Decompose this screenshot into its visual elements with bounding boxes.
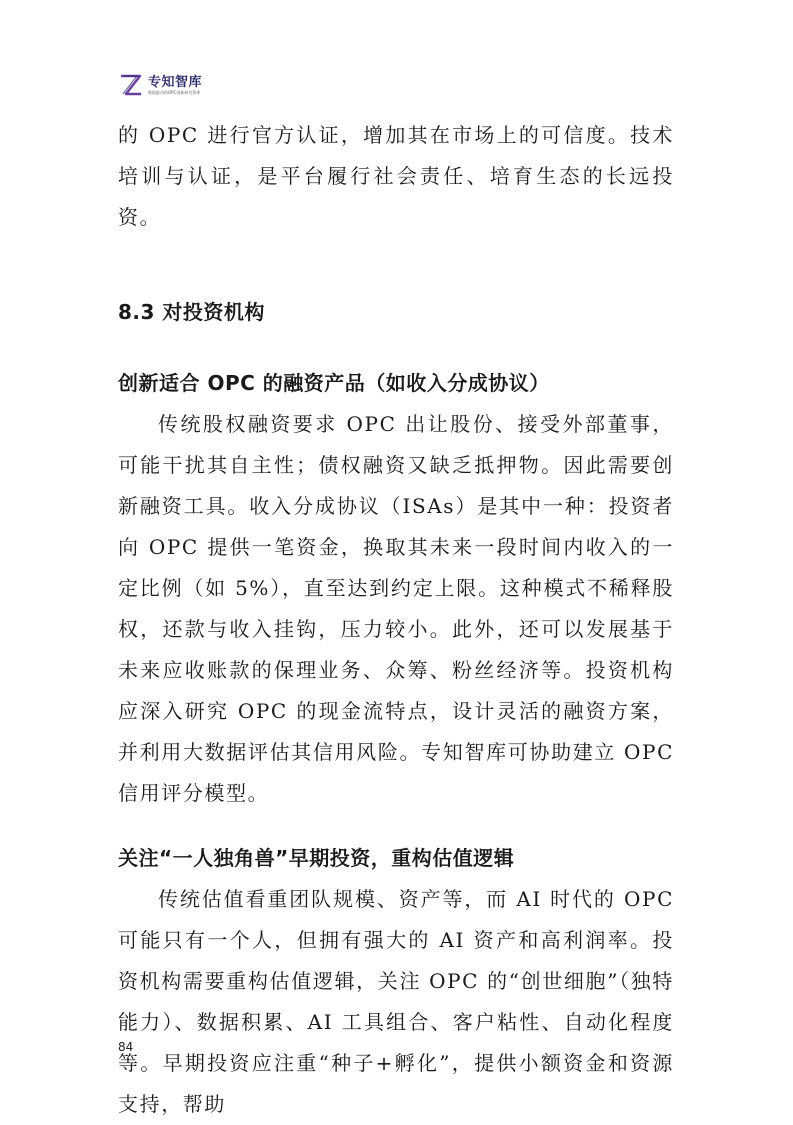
subsection-1-paragraph: 传统股权融资要求 OPC 出让股份、接受外部董事，可能干扰其自主性；债权融资又缺乏抵押物。因此需要创新融资工具。收入分成协议（ISAs）是其中一种：投资者向 OPC 提供一笔资金，换取其未来一段时间内收入的一定比例（如 5%），直至达到约定上限。这种模式不稀释股权，还款与收入挂钩，压力较小。此外，还可以发展基于未来应收账款的保理业务、众筹、粉丝经济等。投资机构应深入研究 OPC 的现金流特点，设计灵活的融资方案，并利用大数据评估其信用风险。专知智库可协助建立 OPC 信用评分模型。 — [118, 412, 674, 805]
header-logo — [118, 70, 202, 100]
subsection-2-paragraph: 传统估值看重团队规模、资产等，而 AI 时代的 OPC 可能只有一个人，但拥有强大的 AI 资产和高利润率。投资机构需要重构估值逻辑，关注 OPC 的“创世细胞”（独特能力）、数据积累、AI 工具组合、客户粘性、自动化程度等。早期投资应注重“种子+孵化”，提供小额资金和资源支持，帮助 — [118, 887, 674, 1116]
page-number: 84 — [118, 1040, 134, 1054]
zhuanzhi-logo-icon — [118, 72, 144, 98]
subsection-2-title: 关注“一人独角兽”早期投资，重构估值逻辑 — [118, 846, 515, 870]
logo-name: 专知智库 — [148, 74, 203, 90]
logo-tagline: 数据驱动的OPC创新研究智库 — [148, 89, 201, 95]
intro-paragraph: 的 OPC 进行官方认证，增加其在市场上的可信度。技术培训与认证，是平台履行社会责任、培育生态的长远投资。 — [118, 123, 674, 229]
subsection-1-title: 创新适合 OPC 的融资产品（如收入分成协议） — [118, 371, 550, 395]
logo-text-block — [148, 75, 202, 96]
page-content — [118, 115, 674, 1125]
section-title: 8.3 对投资机构 — [118, 300, 265, 324]
